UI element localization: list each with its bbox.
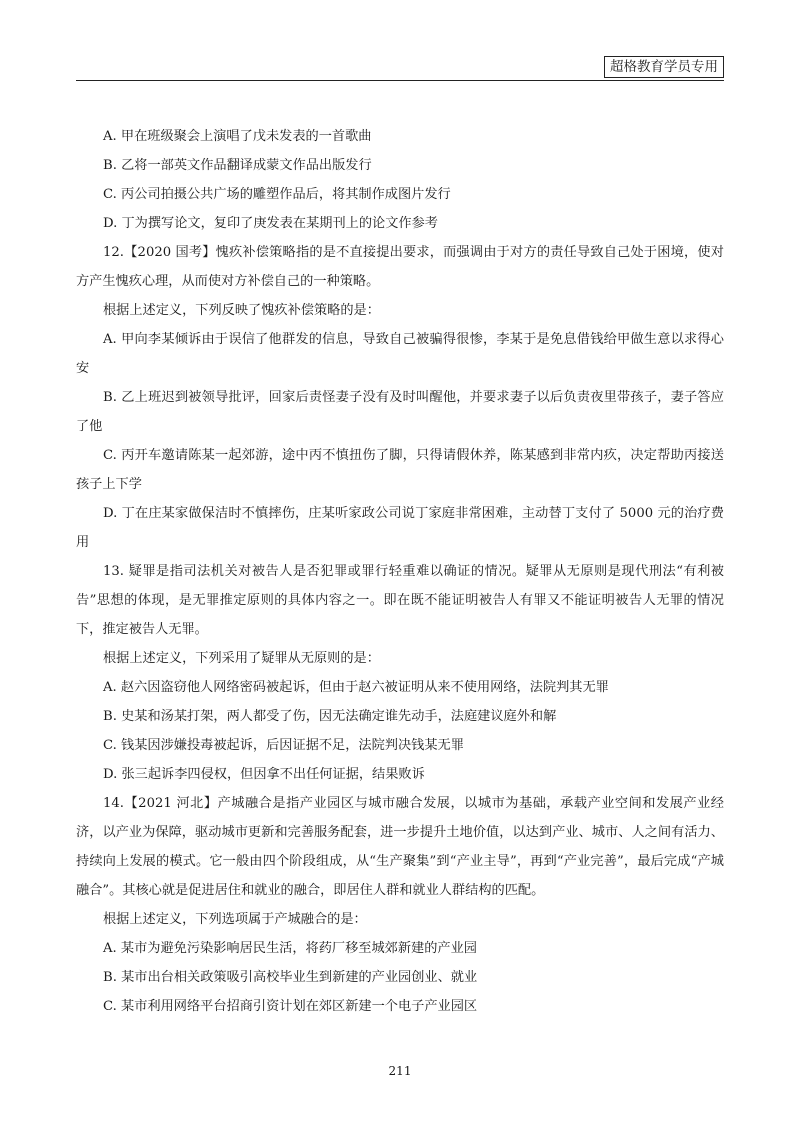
option-d: D. 丁为撰写论文，复印了庚发表在某期刊上的论文作参考 <box>103 216 438 231</box>
option-c: C. 丙开车邀请陈某一起郊游，途中丙不慎扭伤了脚，只得请假休养，陈某感到非常内疚，决定帮助丙接送孩子上下学 <box>76 448 724 492</box>
option-a: A. 甲在班级聚会上演唱了戊未发表的一首歌曲 <box>103 129 372 144</box>
page-number: 211 <box>388 1064 412 1078</box>
question-prompt: 根据上述定义，下列选项属于产城融合的是： <box>103 912 367 927</box>
question-12: 12.【2020 国考】愧疚补偿策略指的是不直接提出要求，而强调由于对方的责任导致自己处于困境，使对方产生愧疚心理，从而使对方补偿自己的一种策略。 <box>76 245 724 289</box>
watermark-stamp: 超格教育学员专用 <box>604 56 724 78</box>
option-b: B. 某市出台相关政策吸引高校毕业生到新建的产业园创业、就业 <box>103 970 478 985</box>
option-a: A. 甲向李某倾诉由于误信了他群发的信息，导致自己被骗得很惨，李某于是免息借钱给甲做生意以求得心安 <box>76 332 724 376</box>
option-d: D. 张三起诉李四侵权，但因拿不出任何证据，结果败诉 <box>103 767 425 782</box>
question-prompt: 根据上述定义，下列采用了疑罪从无原则的是： <box>103 651 380 666</box>
option-a: A. 赵六因盗窃他人网络密码被起诉，但由于赵六被证明从来不使用网络，法院判其无罪 <box>103 680 609 695</box>
option-b: B. 乙将一部英文作品翻译成蒙文作品出版发行 <box>103 158 372 173</box>
option-d: D. 丁在庄某家做保洁时不慎摔伤，庄某听家政公司说丁家庭非常困难，主动替丁支付了 5000 元的治疗费用 <box>76 506 724 550</box>
option-b: B. 乙上班迟到被领导批评，回家后责怪妻子没有及时叫醒他，并要求妻子以后负责夜里带孩子，妻子答应了他 <box>76 390 724 434</box>
question-13: 13. 疑罪是指司法机关对被告人是否犯罪或罪行轻重难以确证的情况。疑罪从无原则是现代刑法“有利被告”思想的体现，是无罪推定原则的具体内容之一。即在既不能证明被告人有罪又不能证明被告人无罪的情况下，推定被告人无罪。 <box>76 564 724 637</box>
question-prompt: 根据上述定义，下列反映了愧疚补偿策略的是： <box>103 303 380 318</box>
option-c: C. 丙公司拍摄公共广场的雕塑作品后，将其制作成图片发行 <box>103 187 451 202</box>
option-c: C. 某市利用网络平台招商引资计划在郊区新建一个电子产业园区 <box>103 999 478 1014</box>
page-content <box>76 122 724 1021</box>
header-rule <box>76 80 724 81</box>
option-a: A. 某市为避免污染影响居民生活，将药厂移至城郊新建的产业园 <box>103 941 477 956</box>
question-14: 14.【2021 河北】产城融合是指产业园区与城市融合发展，以城市为基础，承载产业空间和发展产业经济，以产业为保障，驱动城市更新和完善服务配套，进一步提升土地价值，以达到产业、城市、人之间有活力、持续向上发展的模式。它一般由四个阶段组成，从“生产聚集”到“产业主导”，再到“产业完善”，最后完成“产城融合”。其核心就是促进居住和就业的融合，即居住人群和就业人群结构的匹配。 <box>76 796 724 898</box>
option-b: B. 史某和汤某打架，两人都受了伤，因无法确定谁先动手，法庭建议庭外和解 <box>103 709 557 724</box>
option-c: C. 钱某因涉嫌投毒被起诉，后因证据不足，法院判决钱某无罪 <box>103 738 464 753</box>
